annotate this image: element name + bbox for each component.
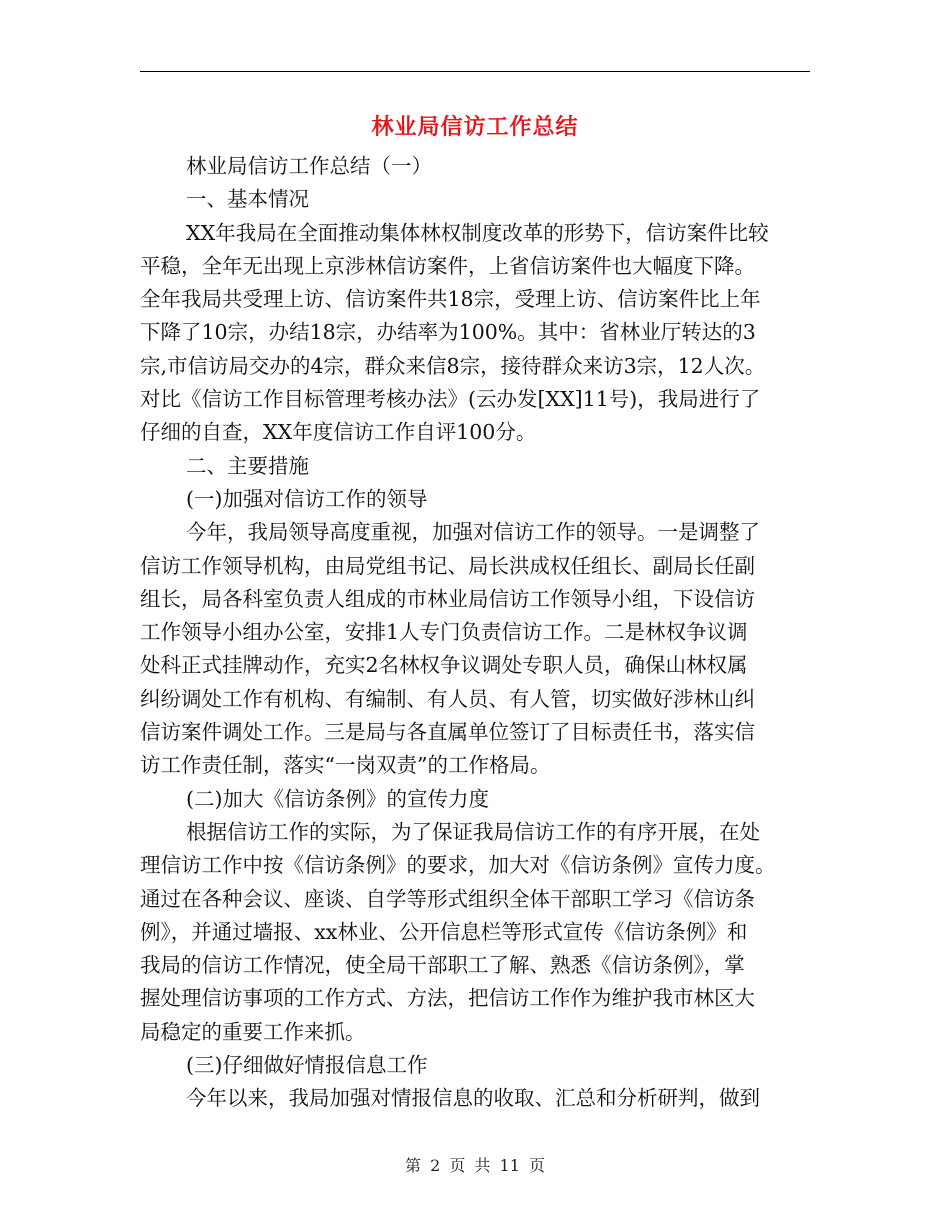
header-rule: [140, 71, 810, 72]
body-line: 今年，我局领导高度重视，加强对信访工作的领导。一是调整了: [186, 520, 760, 545]
body-line: 仔细的自查，XX年度信访工作自评100分。: [140, 420, 537, 445]
body-line: 一、基本情况: [186, 187, 309, 212]
body-line: 全年我局共受理上访、信访案件共18宗，受理上访、信访案件比上年: [140, 287, 761, 312]
body-line: 握处理信访事项的工作方式、方法，把信访工作作为维护我市林区大: [140, 986, 755, 1011]
body-line: 通过在各种会议、座谈、自学等形式组织全体干部职工学习《信访条: [140, 886, 755, 911]
body-line: 信访案件调处工作。三是局与各直属单位签订了目标责任书，落实信: [140, 720, 755, 745]
body-line: XX年我局在全面推动集体林权制度改革的形势下，信访案件比较: [186, 220, 769, 245]
body-line: 理信访工作中按《信访条例》的要求，加大对《信访条例》宣传力度。: [140, 853, 776, 878]
body-line: 林业局信访工作总结（一）: [186, 154, 432, 178]
body-line: 工作领导小组办公室，安排1人专门负责信访工作。二是林权争议调: [140, 620, 748, 645]
document-title: 林业局信访工作总结: [371, 115, 579, 140]
body-line: (一)加强对信访工作的领导: [186, 486, 428, 511]
body-line: (二)加大《信访条例》的宣传力度: [186, 786, 489, 811]
body-line: 纠纷调处工作有机构、有编制、有人员、有人管，切实做好涉林山纠: [140, 686, 755, 711]
page-footer: 第 2 页 共 11 页: [405, 1156, 545, 1175]
body-line: 平稳，全年无出现上京涉林信访案件，上省信访案件也大幅度下降。: [140, 253, 755, 278]
body-line: 访工作责任制，落实“一岗双责”的工作格局。: [140, 753, 551, 778]
body-line: 今年以来，我局加强对情报信息的收取、汇总和分析研判，做到: [186, 1086, 760, 1111]
body-line: 根据信访工作的实际，为了保证我局信访工作的有序开展，在处: [186, 819, 760, 844]
body-line: 对比《信访工作目标管理考核办法》(云办发[XX]11号)，我局进行了: [140, 387, 761, 412]
body-line: 处科正式挂牌动作，充实2名林权争议调处专职人员，确保山林权属: [140, 653, 748, 678]
body-line: 下降了10宗，办结18宗，办结率为100%。其中：省林业厅转达的3: [140, 320, 756, 345]
body-line: 宗,市信访局交办的4宗，群众来信8宗，接待群众来访3宗，12人次。: [140, 353, 766, 378]
document-body: [140, 150, 812, 1116]
body-line: 组长，局各科室负责人组成的市林业局信访工作领导小组，下设信访: [140, 586, 755, 611]
body-line: 二、主要措施: [186, 453, 309, 478]
body-line: (三)仔细做好情报信息工作: [186, 1053, 428, 1078]
body-line: 例》，并通过墙报、xx林业、公开信息栏等形式宣传《信访条例》和: [140, 919, 748, 944]
body-line: 局稳定的重要工作来抓。: [140, 1019, 366, 1044]
body-line: 信访工作领导机构，由局党组书记、局长洪成权任组长、副局长任副: [140, 553, 755, 578]
body-line: 我局的信访工作情况，使全局干部职工了解、熟悉《信访条例》，掌: [140, 953, 745, 978]
